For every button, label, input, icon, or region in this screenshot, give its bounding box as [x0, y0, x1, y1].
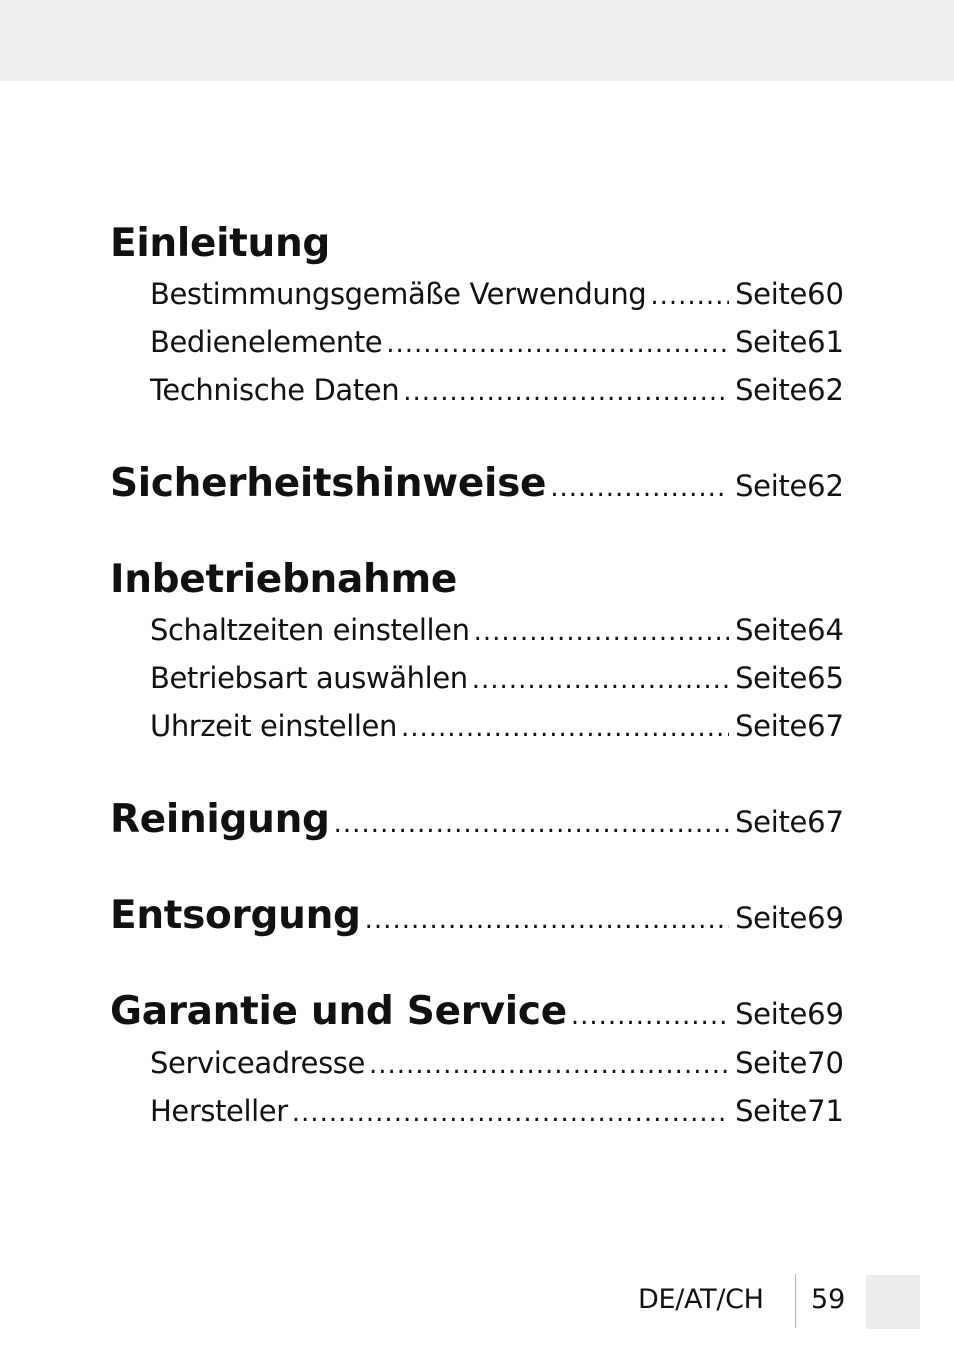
item-title: Serviceadresse — [150, 1046, 365, 1080]
dot-leader — [550, 473, 729, 503]
page-label: Seite — [735, 901, 808, 935]
toc-item-technische-daten[interactable] — [150, 373, 844, 407]
footer-divider — [795, 1274, 796, 1328]
page-label: Seite — [735, 997, 808, 1031]
page-number: 64 — [807, 613, 844, 647]
page-label: Seite — [735, 469, 808, 503]
page-label: Seite — [735, 373, 808, 407]
toc-section-garantie-und-service[interactable] — [110, 989, 844, 1034]
page-number: 62 — [807, 373, 844, 407]
toc-item-betriebsart-auswaehlen[interactable] — [150, 661, 844, 695]
page-label: Seite — [735, 661, 808, 695]
page-number: 60 — [807, 277, 844, 311]
dot-leader — [472, 665, 729, 695]
dot-leader — [571, 1001, 729, 1031]
page-label: Seite — [735, 1094, 808, 1128]
toc-item-uhrzeit-einstellen[interactable] — [150, 709, 844, 743]
page-number: 67 — [807, 805, 844, 839]
section-title: Reinigung — [110, 797, 330, 842]
dot-leader — [386, 329, 729, 359]
dot-leader — [292, 1098, 729, 1128]
item-title: Betriebsart auswählen — [150, 661, 468, 695]
page-label: Seite — [735, 805, 808, 839]
toc-item-hersteller[interactable] — [150, 1094, 844, 1128]
dot-leader — [650, 281, 729, 311]
toc-section-einleitung[interactable] — [110, 221, 844, 266]
dot-leader — [369, 1050, 729, 1080]
page-label: Seite — [735, 709, 808, 743]
toc-item-serviceadresse[interactable] — [150, 1046, 844, 1080]
footer-tab-marker — [866, 1275, 920, 1329]
item-title: Technische Daten — [150, 373, 400, 407]
page-number: 69 — [807, 901, 844, 935]
section-title: Einleitung — [110, 221, 331, 266]
page-number: 70 — [807, 1046, 844, 1080]
footer-page-number: 59 — [811, 1284, 846, 1315]
toc-item-bestimmungsgemaesse-verwendung[interactable] — [150, 277, 844, 311]
dot-leader — [334, 809, 729, 839]
page-label: Seite — [735, 277, 808, 311]
item-title: Hersteller — [150, 1094, 288, 1128]
item-title: Uhrzeit einstellen — [150, 709, 397, 743]
dot-leader — [474, 617, 729, 647]
toc-section-sicherheitshinweise[interactable] — [110, 461, 844, 506]
toc-section-inbetriebnahme[interactable] — [110, 557, 844, 602]
item-title: Schaltzeiten einstellen — [150, 613, 470, 647]
section-title: Garantie und Service — [110, 989, 567, 1034]
toc-item-schaltzeiten-einstellen[interactable] — [150, 613, 844, 647]
dot-leader — [403, 377, 729, 407]
dot-leader — [365, 905, 729, 935]
page-number: 69 — [807, 997, 844, 1031]
footer-region-label: DE/AT/CH — [638, 1284, 764, 1315]
page-number: 67 — [807, 709, 844, 743]
page-number: 65 — [807, 661, 844, 695]
page-number: 62 — [807, 469, 844, 503]
page-number: 61 — [807, 325, 844, 359]
dot-leader — [401, 713, 729, 743]
page-number: 71 — [807, 1094, 844, 1128]
section-title: Inbetriebnahme — [110, 557, 457, 602]
page-label: Seite — [735, 325, 808, 359]
toc-section-reinigung[interactable] — [110, 797, 844, 842]
toc-section-entsorgung[interactable] — [110, 893, 844, 938]
section-title: Sicherheitshinweise — [110, 461, 547, 506]
page-label: Seite — [735, 1046, 808, 1080]
section-title: Entsorgung — [110, 893, 361, 938]
item-title: Bestimmungsgemäße Verwendung — [150, 277, 647, 311]
toc-item-bedienelemente[interactable] — [150, 325, 844, 359]
page-label: Seite — [735, 613, 808, 647]
item-title: Bedienelemente — [150, 325, 383, 359]
